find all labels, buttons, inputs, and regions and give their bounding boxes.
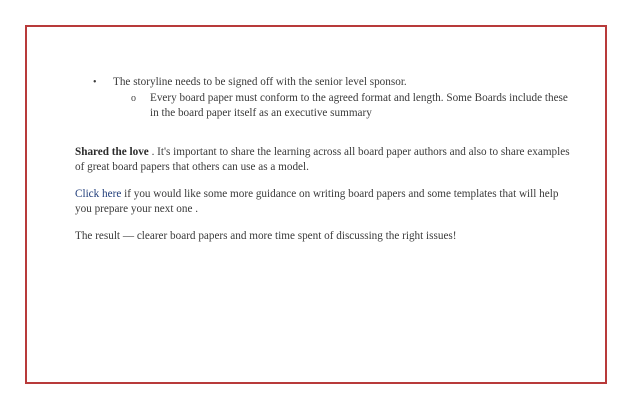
bullet-storyline-text: The storyline needs to be signed off with the senior level sponsor. [113,76,407,88]
shared-heading: Shared the love [75,145,149,158]
shared-paragraph [75,145,575,176]
bullet-marker: • [93,77,97,88]
shared-text: . It's important to share the learning across all board paper authors and also to share examples of great board papers that others can use as a model. [75,145,570,173]
click-here-link[interactable]: Click here [75,187,122,200]
result-paragraph: The result — clearer board papers and more time spent of discussing the right issues! [75,229,457,242]
bullet-storyline [75,75,575,91]
click-paragraph [75,187,575,218]
sub-bullet-format [75,91,575,122]
sub-bullet-format-text: Every board paper must conform to the agreed format and length. Some Boards include these in the board paper itself as an executive summary [150,91,568,119]
slide-content [75,75,575,244]
sub-bullet-marker: o [131,92,136,104]
slide-frame [25,25,607,384]
click-text: if you would like some more guidance on writing board papers and some templates that will help you prepare your next one . [75,187,559,215]
